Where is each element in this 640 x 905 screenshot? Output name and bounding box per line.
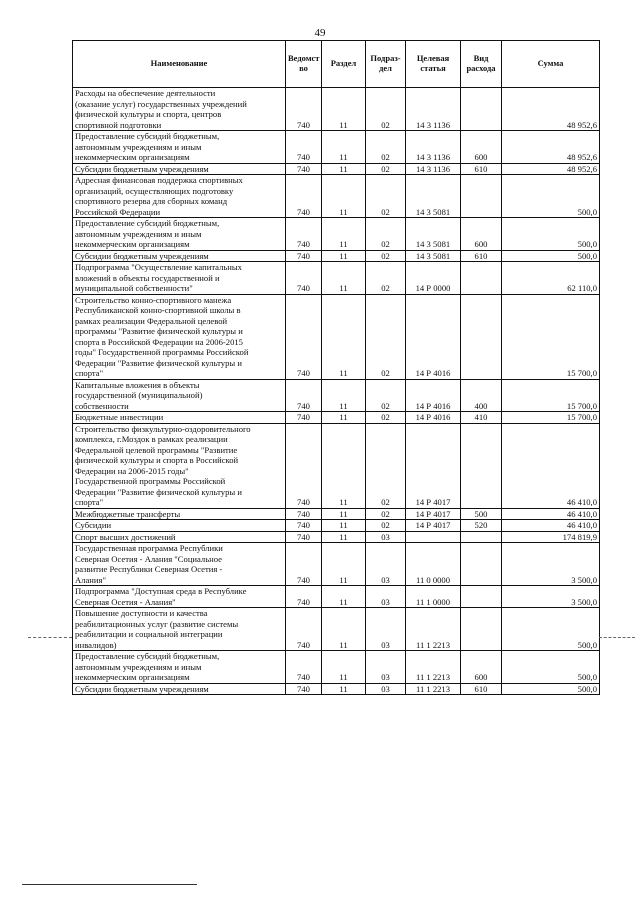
table-row (73, 250, 600, 262)
cell-name: Предоставление субсидий бюджетным, автономным учреждениям и иным некоммерческим организациям (73, 218, 286, 251)
cell-amount: 46 410,0 (502, 423, 600, 508)
page-number: 49 (314, 27, 326, 39)
table-row (73, 294, 600, 379)
table-row (73, 379, 600, 412)
cell-target: 11 1 2213 (406, 608, 461, 651)
cell-amount: 500,0 (502, 683, 600, 695)
cell-subsection: 02 (366, 423, 406, 508)
cell-section: 11 (322, 651, 366, 684)
cell-target: 14 Р 4017 (406, 423, 461, 508)
header-target: Целевая статья (406, 41, 461, 88)
table-row (73, 131, 600, 164)
cell-name: Предоставление субсидий бюджетным, автономным учреждениям и иным некоммерческим организациям (73, 651, 286, 684)
cell-dept: 740 (286, 88, 322, 131)
cell-subsection: 03 (366, 651, 406, 684)
table-row (73, 423, 600, 508)
cell-name: Субсидии бюджетным учреждениям (73, 250, 286, 262)
cell-target: 14 3 1136 (406, 163, 461, 175)
cell-name: Предоставление субсидий бюджетным, автономным учреждениям и иным некоммерческим организациям (73, 131, 286, 164)
cell-section: 11 (322, 131, 366, 164)
cell-dept: 740 (286, 651, 322, 684)
table-row (73, 543, 600, 586)
cell-expense (461, 586, 502, 608)
cell-amount: 15 700,0 (502, 412, 600, 424)
cell-amount: 3 500,0 (502, 586, 600, 608)
cell-name: Строительство конно-спортивного манежа Республиканской конно-спортивной школы в рамках реализации Федеральной целевой программы "Развитие физической культуры и спорта в Российской Федерации на 2006-2015 годы" Государственной программы Российской Федерации "Развитие физической культуры и спорта" (73, 294, 286, 379)
cell-dept: 740 (286, 586, 322, 608)
cell-section: 11 (322, 379, 366, 412)
cell-expense: 610 (461, 250, 502, 262)
cell-amount: 62 110,0 (502, 262, 600, 295)
cell-target: 11 0 0000 (406, 543, 461, 586)
cell-dept: 740 (286, 262, 322, 295)
cell-name: Субсидии бюджетным учреждениям (73, 163, 286, 175)
cell-section: 11 (322, 543, 366, 586)
table-row (73, 520, 600, 532)
table-row (73, 508, 600, 520)
cell-dept: 740 (286, 175, 322, 218)
cell-expense: 600 (461, 218, 502, 251)
cell-subsection: 02 (366, 131, 406, 164)
cell-section: 11 (322, 262, 366, 295)
cell-target: 14 3 1136 (406, 131, 461, 164)
cell-target: 14 Р 4017 (406, 508, 461, 520)
cell-name: Адресная финансовая поддержка спортивных организаций, осуществляющих подготовку спортивного резерва для сборных команд Российской Федерации (73, 175, 286, 218)
cell-subsection: 02 (366, 163, 406, 175)
cell-section: 11 (322, 175, 366, 218)
cell-section: 11 (322, 294, 366, 379)
cell-expense: 610 (461, 683, 502, 695)
cell-dept: 740 (286, 531, 322, 543)
cell-subsection: 02 (366, 412, 406, 424)
cell-amount: 48 952,6 (502, 163, 600, 175)
cell-amount: 174 819,9 (502, 531, 600, 543)
cell-section: 11 (322, 608, 366, 651)
cell-subsection: 03 (366, 608, 406, 651)
cell-amount: 48 952,6 (502, 131, 600, 164)
cell-target (406, 531, 461, 543)
cell-expense (461, 294, 502, 379)
cell-subsection: 02 (366, 218, 406, 251)
cell-amount: 500,0 (502, 651, 600, 684)
cell-expense (461, 262, 502, 295)
cell-subsection: 02 (366, 250, 406, 262)
header-name: Наименование (73, 41, 286, 88)
cell-subsection: 02 (366, 294, 406, 379)
cell-subsection: 02 (366, 262, 406, 295)
cell-name: Межбюджетные трансферты (73, 508, 286, 520)
table-row (73, 175, 600, 218)
cell-amount: 500,0 (502, 218, 600, 251)
cell-target: 14 Р 4016 (406, 412, 461, 424)
cell-dept: 740 (286, 683, 322, 695)
header-dept: Ведомст во (286, 41, 322, 88)
cell-target: 11 1 2213 (406, 683, 461, 695)
table-row (73, 531, 600, 543)
cell-amount: 48 952,6 (502, 88, 600, 131)
table-row (73, 262, 600, 295)
cell-dept: 740 (286, 294, 322, 379)
cell-target: 14 3 5081 (406, 250, 461, 262)
table-body (73, 88, 600, 695)
cell-amount: 500,0 (502, 608, 600, 651)
cell-dept: 740 (286, 379, 322, 412)
cell-name: Повышение доступности и качества реабилитационных услуг (развитие системы реабилитации и социальной интеграции инвалидов) (73, 608, 286, 651)
cell-name: Спорт высших достижений (73, 531, 286, 543)
cell-expense: 600 (461, 651, 502, 684)
cell-amount: 500,0 (502, 175, 600, 218)
cell-dept: 740 (286, 218, 322, 251)
cell-amount: 46 410,0 (502, 508, 600, 520)
cell-section: 11 (322, 520, 366, 532)
scan-line-left (28, 637, 72, 638)
cell-section: 11 (322, 423, 366, 508)
cell-name: Субсидии бюджетным учреждениям (73, 683, 286, 695)
cell-section: 11 (322, 88, 366, 131)
cell-dept: 740 (286, 520, 322, 532)
header-section: Раздел (322, 41, 366, 88)
header-expense: Вид расхода (461, 41, 502, 88)
cell-amount: 46 410,0 (502, 520, 600, 532)
cell-subsection: 03 (366, 543, 406, 586)
cell-target: 14 Р 4016 (406, 379, 461, 412)
table-row (73, 608, 600, 651)
cell-amount: 3 500,0 (502, 543, 600, 586)
cell-target: 14 3 1136 (406, 88, 461, 131)
cell-section: 11 (322, 250, 366, 262)
cell-name: Подпрограмма "Осуществление капитальных вложений в объекты государственной и муниципальной собственности" (73, 262, 286, 295)
cell-section: 11 (322, 683, 366, 695)
cell-expense: 600 (461, 131, 502, 164)
cell-section: 11 (322, 586, 366, 608)
cell-name: Подпрограмма "Доступная среда в Республике Северная Осетия - Алания" (73, 586, 286, 608)
cell-section: 11 (322, 412, 366, 424)
cell-section: 11 (322, 508, 366, 520)
footnote-divider (22, 884, 197, 885)
cell-subsection: 03 (366, 586, 406, 608)
cell-dept: 740 (286, 543, 322, 586)
cell-name: Субсидии (73, 520, 286, 532)
cell-subsection: 03 (366, 683, 406, 695)
cell-amount: 15 700,0 (502, 294, 600, 379)
cell-section: 11 (322, 218, 366, 251)
cell-expense (461, 175, 502, 218)
cell-name: Государственная программа Республики Северная Осетия - Алания "Социальное развитие Республики Северная Осетия - Алания" (73, 543, 286, 586)
header-amount: Сумма (502, 41, 600, 88)
cell-expense: 500 (461, 508, 502, 520)
table-row (73, 651, 600, 684)
cell-section: 11 (322, 531, 366, 543)
cell-dept: 740 (286, 608, 322, 651)
cell-expense (461, 608, 502, 651)
cell-target: 11 1 0000 (406, 586, 461, 608)
header-subsection: Подраз- дел (366, 41, 406, 88)
cell-subsection: 02 (366, 175, 406, 218)
cell-subsection: 03 (366, 531, 406, 543)
cell-name: Бюджетные инвестиции (73, 412, 286, 424)
cell-expense: 610 (461, 163, 502, 175)
cell-target: 14 3 5081 (406, 175, 461, 218)
cell-dept: 740 (286, 163, 322, 175)
cell-target: 11 1 2213 (406, 651, 461, 684)
table-row (73, 683, 600, 695)
table-row (73, 412, 600, 424)
cell-expense: 410 (461, 412, 502, 424)
cell-expense: 520 (461, 520, 502, 532)
cell-expense (461, 423, 502, 508)
cell-name: Капитальные вложения в объекты государственной (муниципальной) собственности (73, 379, 286, 412)
table-row (73, 218, 600, 251)
cell-dept: 740 (286, 250, 322, 262)
cell-name: Расходы на обеспечение деятельности (оказание услуг) государственных учреждений физической культуры и спорта, центров спортивной подготовки (73, 88, 286, 131)
table-row (73, 586, 600, 608)
table-header-row (73, 41, 600, 88)
cell-name: Строительство физкультурно-оздоровительного комплекса, г.Моздок в рамках реализации Федеральной целевой программы "Развитие физической культуры и спорта в Российской Федерации на 2006-2015 годы" Государственной программы Российской Федерации "Развитие физической культуры и спорта" (73, 423, 286, 508)
cell-expense (461, 531, 502, 543)
cell-section: 11 (322, 163, 366, 175)
cell-subsection: 02 (366, 88, 406, 131)
cell-subsection: 02 (366, 379, 406, 412)
cell-target: 14 Р 4017 (406, 520, 461, 532)
cell-dept: 740 (286, 131, 322, 164)
table-row (73, 163, 600, 175)
cell-expense (461, 543, 502, 586)
cell-target: 14 Р 0000 (406, 262, 461, 295)
budget-table (72, 40, 600, 695)
cell-amount: 15 700,0 (502, 379, 600, 412)
cell-dept: 740 (286, 508, 322, 520)
cell-dept: 740 (286, 423, 322, 508)
cell-target: 14 3 5081 (406, 218, 461, 251)
cell-subsection: 02 (366, 508, 406, 520)
cell-expense: 400 (461, 379, 502, 412)
cell-dept: 740 (286, 412, 322, 424)
cell-amount: 500,0 (502, 250, 600, 262)
cell-target: 14 Р 4016 (406, 294, 461, 379)
table-row (73, 88, 600, 131)
cell-subsection: 02 (366, 520, 406, 532)
cell-expense (461, 88, 502, 131)
scan-line-right (599, 637, 635, 638)
